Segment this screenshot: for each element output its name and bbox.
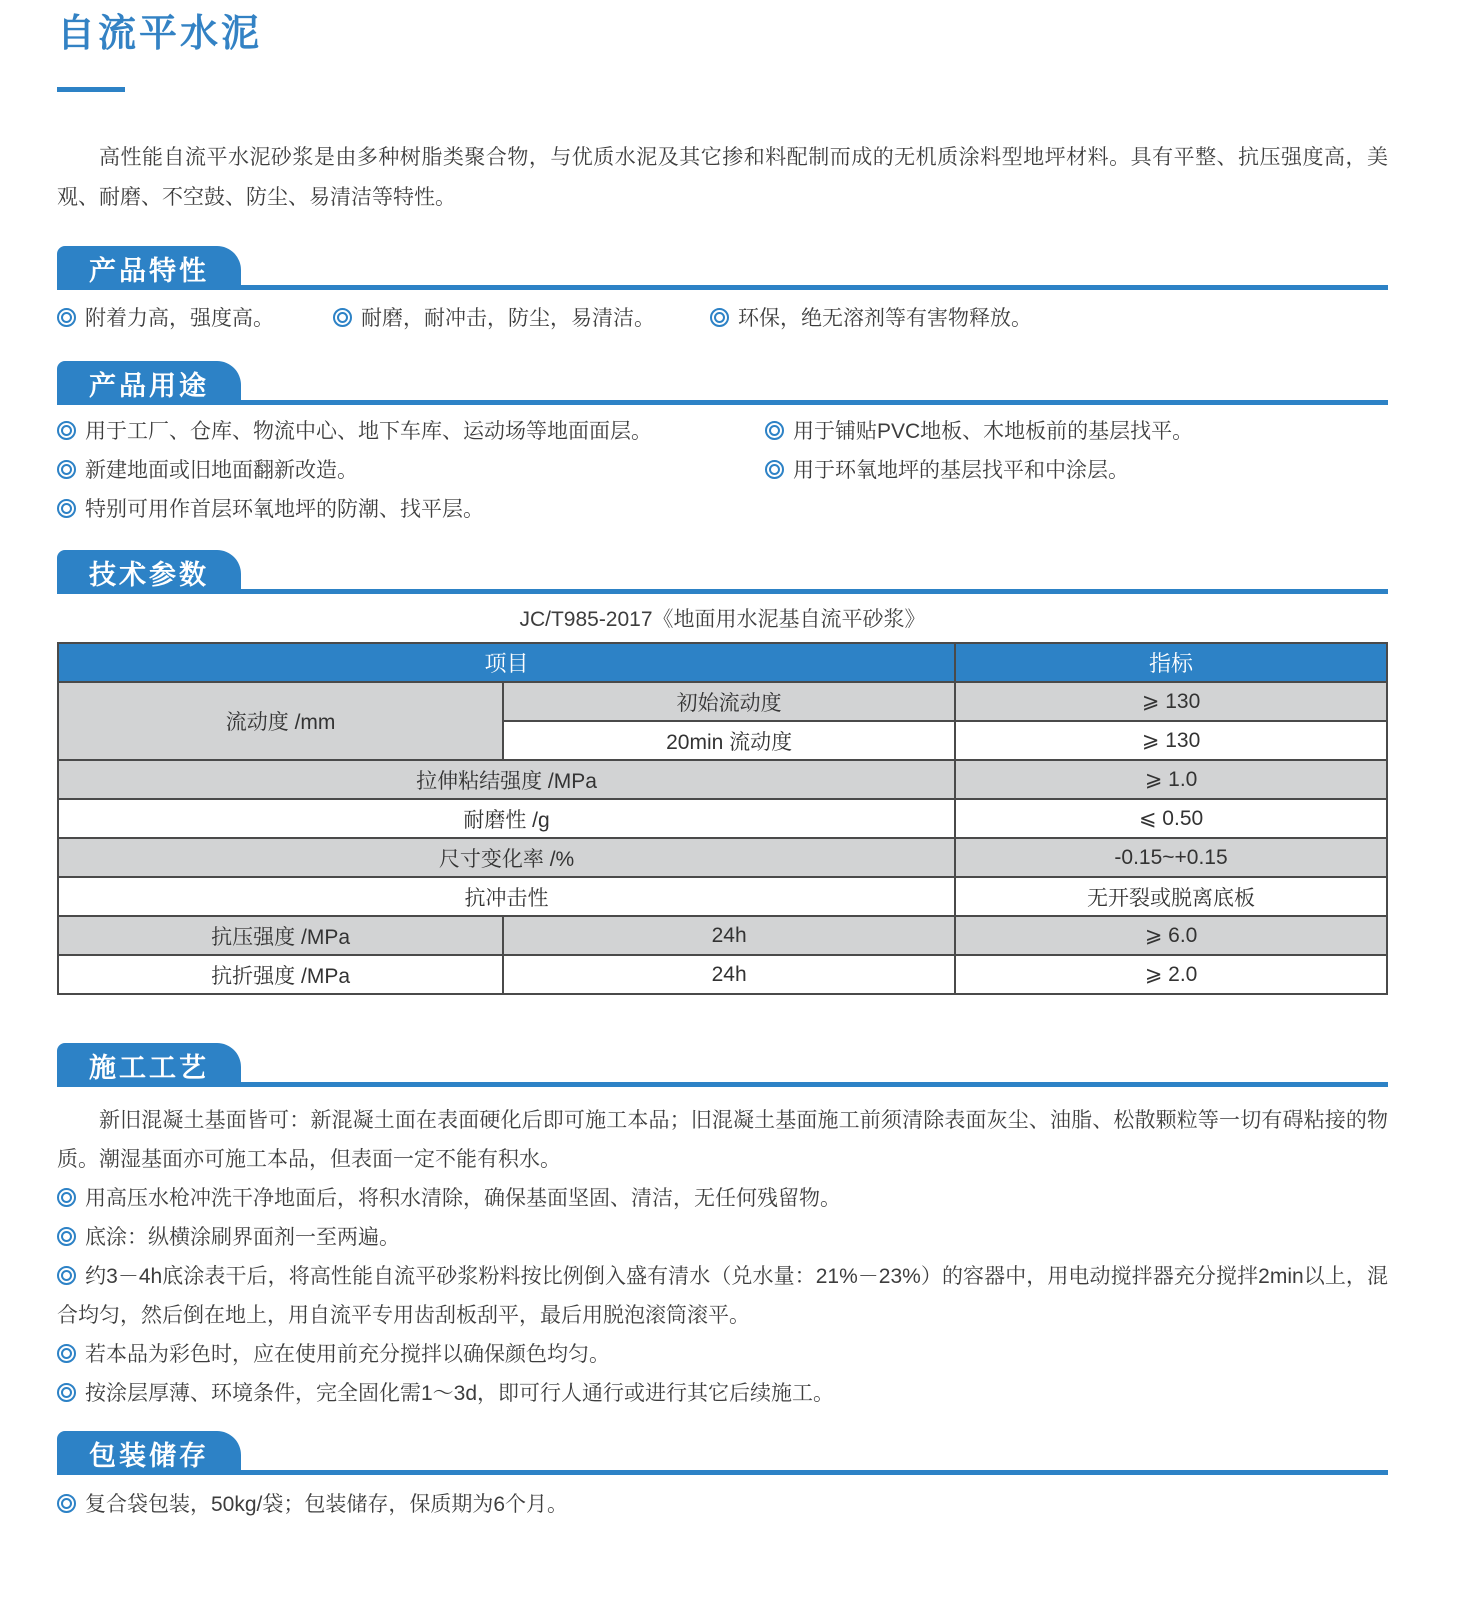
spec-cell: ⩾ 2.0 bbox=[955, 955, 1387, 994]
uses-right-column bbox=[765, 418, 1193, 524]
list-item-text: 用高压水枪冲洗干净地面后，将积水清除，确保基面坚固、清洁，无任何残留物。 bbox=[85, 1187, 841, 1210]
page-title: 自流平水泥 bbox=[57, 13, 263, 55]
list-item-text: 用于环氧地坪的基层找平和中涂层。 bbox=[793, 459, 1129, 482]
section-heading: 技术参数 bbox=[89, 559, 209, 590]
process-list bbox=[57, 1179, 1388, 1413]
spec-cell: 24h bbox=[503, 955, 955, 994]
spec-cell: ⩾ 1.0 bbox=[955, 760, 1387, 799]
section-header-uses bbox=[57, 361, 1388, 405]
list-item bbox=[57, 1491, 1388, 1519]
section-heading: 产品用途 bbox=[89, 370, 209, 401]
spec-cell: 抗冲击性 bbox=[58, 877, 955, 916]
bullseye-bullet-icon bbox=[57, 421, 76, 440]
list-item-text: 新建地面或旧地面翻新改造。 bbox=[85, 459, 358, 482]
section-rule bbox=[241, 285, 1388, 290]
list-item bbox=[57, 1218, 1388, 1257]
section-banner-packaging bbox=[57, 1431, 241, 1475]
list-item-text: 附着力高，强度高。 bbox=[85, 307, 274, 330]
section-banner-features bbox=[57, 246, 241, 290]
section-header-process bbox=[57, 1043, 1388, 1087]
list-item bbox=[57, 1335, 1388, 1374]
spec-cell: 抗折强度 /MPa bbox=[58, 955, 503, 994]
section-rule bbox=[241, 1470, 1388, 1475]
uses-list bbox=[57, 418, 1388, 524]
column-header-index: 指标 bbox=[955, 643, 1387, 682]
bullseye-bullet-icon bbox=[57, 308, 76, 327]
spec-cell: 尺寸变化率 /% bbox=[58, 838, 955, 877]
spec-cell: ⩾ 130 bbox=[955, 721, 1387, 760]
section-rule bbox=[241, 589, 1388, 594]
title-underline bbox=[57, 87, 125, 92]
spec-cell: 抗压强度 /MPa bbox=[58, 916, 503, 955]
section-heading: 施工工艺 bbox=[89, 1052, 209, 1083]
features-list bbox=[57, 305, 1388, 333]
list-item bbox=[57, 496, 765, 524]
spec-row bbox=[58, 955, 1387, 994]
spec-row bbox=[58, 682, 1387, 721]
bullseye-bullet-icon bbox=[57, 1344, 76, 1363]
bullseye-bullet-icon bbox=[57, 1494, 76, 1513]
intro-paragraph: 高性能自流平水泥砂浆是由多种树脂类聚合物，与优质水泥及其它掺和料配制而成的无机质涂料型地坪材料。具有平整、抗压强度高，美观、耐磨、不空鼓、防尘、易清洁等特性。 bbox=[57, 146, 1388, 209]
section-banner-specs bbox=[57, 550, 241, 594]
spec-cell: 初始流动度 bbox=[503, 682, 955, 721]
section-banner-process bbox=[57, 1043, 241, 1087]
list-item bbox=[57, 1257, 1388, 1335]
bullseye-bullet-icon bbox=[57, 1383, 76, 1402]
list-item-text: 耐磨，耐冲击，防尘，易清洁。 bbox=[361, 307, 655, 330]
spec-row bbox=[58, 916, 1387, 955]
bullseye-bullet-icon bbox=[333, 308, 352, 327]
bullseye-bullet-icon bbox=[765, 421, 784, 440]
list-item bbox=[57, 418, 765, 446]
spec-cell: 无开裂或脱离底板 bbox=[955, 877, 1387, 916]
section-header-specs bbox=[57, 550, 1388, 594]
list-item-text: 特别可用作首层环氧地坪的防潮、找平层。 bbox=[85, 498, 484, 521]
section-header-packaging bbox=[57, 1431, 1388, 1475]
section-header-features bbox=[57, 246, 1388, 290]
list-item-text: 用于工厂、仓库、物流中心、地下车库、运动场等地面面层。 bbox=[85, 420, 652, 443]
section-heading: 包装储存 bbox=[89, 1440, 209, 1471]
specs-table bbox=[57, 642, 1388, 995]
list-item bbox=[333, 305, 710, 333]
spec-cell: 耐磨性 /g bbox=[58, 799, 955, 838]
spec-row bbox=[58, 877, 1387, 916]
spec-cell: 拉伸粘结强度 /MPa bbox=[58, 760, 955, 799]
section-heading: 产品特性 bbox=[89, 255, 209, 286]
list-item-text: 环保，绝无溶剂等有害物释放。 bbox=[738, 307, 1032, 330]
spec-row bbox=[58, 799, 1387, 838]
list-item-text: 复合袋包装，50kg/袋；包装储存，保质期为6个月。 bbox=[85, 1493, 569, 1516]
list-item bbox=[57, 1374, 1388, 1413]
spec-cell: ⩾ 130 bbox=[955, 682, 1387, 721]
spec-cell: 流动度 /mm bbox=[58, 682, 503, 760]
list-item-text: 用于铺贴PVC地板、木地板前的基层找平。 bbox=[793, 420, 1194, 443]
spec-header-row bbox=[58, 643, 1387, 682]
list-item bbox=[765, 418, 1193, 446]
list-item-text: 底涂：纵横涂刷界面剂一至两遍。 bbox=[85, 1226, 400, 1249]
list-item bbox=[765, 457, 1193, 485]
list-item bbox=[57, 305, 333, 333]
process-paragraph: 新旧混凝土基面皆可：新混凝土面在表面硬化后即可施工本品；旧混凝土基面施工前须清除表面灰尘、油脂、松散颗粒等一切有碍粘接的物质。潮湿基面亦可施工本品，但表面一定不能有积水。 bbox=[57, 1109, 1388, 1171]
spec-cell: ⩾ 6.0 bbox=[955, 916, 1387, 955]
spec-cell: ⩽ 0.50 bbox=[955, 799, 1387, 838]
bullseye-bullet-icon bbox=[765, 460, 784, 479]
bullseye-bullet-icon bbox=[57, 1188, 76, 1207]
list-item bbox=[57, 457, 765, 485]
spec-cell: 24h bbox=[503, 916, 955, 955]
spec-cell: -0.15~+0.15 bbox=[955, 838, 1387, 877]
specs-standard-title: JC/T985-2017《地面用水泥基自流平砂浆》 bbox=[519, 608, 926, 631]
list-item bbox=[57, 1179, 1388, 1218]
uses-left-column bbox=[57, 418, 765, 524]
list-item bbox=[710, 305, 1032, 333]
bullseye-bullet-icon bbox=[57, 499, 76, 518]
list-item-text: 若本品为彩色时，应在使用前充分搅拌以确保颜色均匀。 bbox=[85, 1343, 610, 1366]
section-banner-uses bbox=[57, 361, 241, 405]
list-item-text: 约3－4h底涂表干后，将高性能自流平砂浆粉料按比例倒入盛有清水（兑水量：21%－23%）的容器中，用电动搅拌器充分搅拌2min以上，混合均匀，然后倒在地上，用自流平专用齿刮板刮平，最后用脱泡滚筒滚平。 bbox=[57, 1265, 1388, 1327]
bullseye-bullet-icon bbox=[57, 1266, 76, 1285]
column-header-item: 项目 bbox=[58, 643, 955, 682]
spec-cell: 20min 流动度 bbox=[503, 721, 955, 760]
spec-row bbox=[58, 760, 1387, 799]
bullseye-bullet-icon bbox=[710, 308, 729, 327]
bullseye-bullet-icon bbox=[57, 460, 76, 479]
list-item-text: 按涂层厚薄、环境条件，完全固化需1～3d，即可行人通行或进行其它后续施工。 bbox=[85, 1382, 835, 1405]
spec-row bbox=[58, 838, 1387, 877]
section-rule bbox=[241, 1082, 1388, 1087]
section-rule bbox=[241, 400, 1388, 405]
bullseye-bullet-icon bbox=[57, 1227, 76, 1246]
